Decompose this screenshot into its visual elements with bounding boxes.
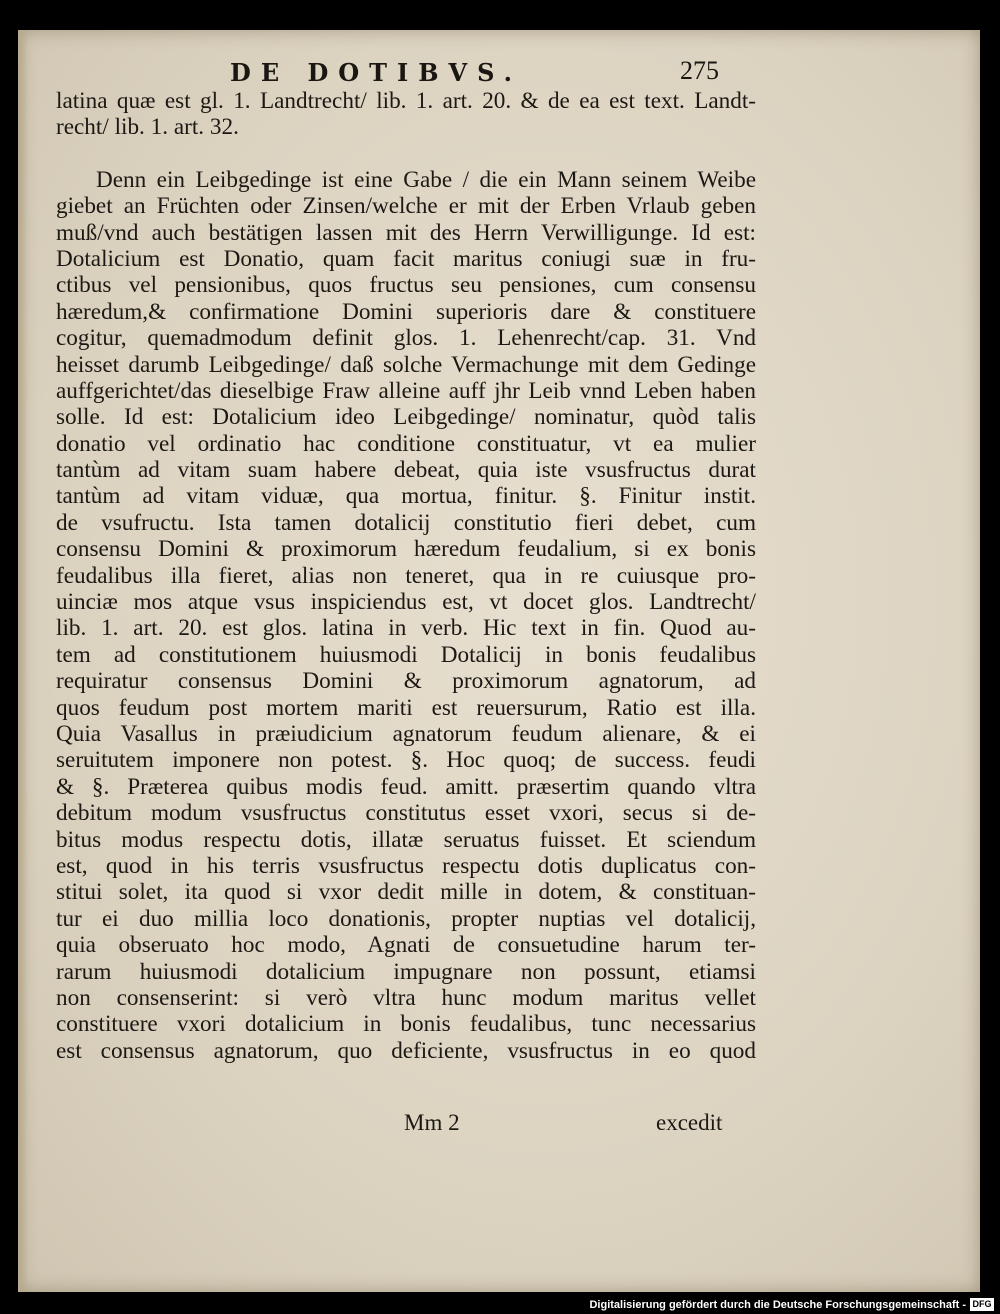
text-line: de vsufructu. Ista tamen dotalicij constitutio fieri debet, cum: [56, 509, 756, 536]
text-line: solle. Id est: Dotalicium ideo Leibgedinge/ nominatur, quòd talis: [56, 404, 756, 431]
text-line: hæredum,& confirmatione Domini superioris dare & constituere: [56, 298, 756, 325]
text-line: Quia Vasallus in præiudicium agnatorum feudum alienare, & ei: [56, 720, 756, 747]
text-line: muß/vnd auch bestätigen lassen mit des Herrn Verwilligunge. Id est:: [56, 219, 756, 246]
running-head: DE DOTIBVS.: [230, 58, 523, 87]
text-line: tur ei duo millia loco donationis, propter nuptias vel dotalicij,: [56, 905, 756, 932]
text-line: Denn ein Leibgedinge ist eine Gabe / die ein Mann seinem Weibe: [96, 166, 756, 193]
page-binding-edge: [18, 30, 28, 1292]
text-line: rarum huiusmodi dotalicium impugnare non possunt, etiamsi: [56, 958, 756, 985]
text-line: tantùm ad vitam suam habere debeat, quia iste vsusfructus durat: [56, 457, 756, 484]
text-line: ctibus vel pensionibus, quos fructus seu pensiones, cum consensu: [56, 272, 756, 299]
text-line: requiratur consensus Domini & proximorum agnatorum, ad: [56, 668, 756, 695]
page-number: 275: [680, 56, 719, 85]
text-line: debitum modum vsusfructus constitutus esset vxori, secus si de-: [56, 800, 756, 827]
text-line: tantùm ad vitam viduæ, qua mortua, finitur. §. Finitur instit.: [56, 483, 756, 510]
text-line: quos feudum post mortem mariti est reuersurum, Ratio est illa.: [56, 694, 756, 721]
text-line: donatio vel ordinatio hac conditione constituatur, vt ea mulier: [56, 430, 756, 457]
text-line: seruitutem imponere non potest. §. Hoc quoq; de success. feudi: [56, 747, 756, 774]
text-line: bitus modus respectu dotis, illatæ seruatus fuisset. Et sciendum: [56, 826, 756, 853]
text-line: cogitur, quemadmodum definit glos. 1. Lehenrecht/cap. 31. Vnd: [56, 325, 756, 352]
dfg-logo-icon: DFG: [970, 1298, 994, 1311]
paragraph-gap: [56, 141, 756, 167]
text-line: Dotalicium est Donatio, quam facit maritus coniugi suæ in fru-: [56, 245, 756, 272]
text-line: recht/ lib. 1. art. 32.: [56, 114, 239, 141]
text-line: giebet an Früchten oder Zinsen/welche er mit der Erben Vrlaub geben: [56, 193, 756, 220]
text-line: & §. Præterea quibus modis feud. amitt. præsertim quando vltra: [56, 773, 756, 800]
text-line: consensu Domini & proximorum hæredum feudalium, si ex bonis: [56, 536, 756, 563]
text-line: stitui solet, ita quod si vxor dedit mille in dotem, & constituan-: [56, 879, 756, 906]
text-line: feudalibus illa fieret, alias non teneret, qua in re cuiusque pro-: [56, 562, 756, 589]
text-line: latina quæ est gl. 1. Landtrecht/ lib. 1. art. 20. & de ea est text. Landt-: [56, 88, 756, 114]
text-line: auffgerichtet/das dieselbige Fraw alleine auff jhr Leib vnnd Leben haben: [56, 377, 756, 404]
signature-mark: Mm 2: [404, 1110, 460, 1135]
text-line: non consenserint: si verò vltra hunc modum maritus vellet: [56, 984, 756, 1011]
text-line: quia obseruato hoc modo, Agnati de consuetudine harum ter-: [56, 932, 756, 959]
catchword: excedit: [656, 1110, 723, 1135]
text-line: est, quod in his terris vsusfructus respectu dotis duplicatus con-: [56, 852, 756, 879]
text-line: uinciæ mos atque vsus inspiciendus est, vt docet glos. Landtrecht/: [56, 589, 756, 616]
text-line: est consensus agnatorum, quo deficiente, vsusfructus in eo quod: [56, 1037, 756, 1064]
text-line: lib. 1. art. 20. est glos. latina in verb. Hic text in fin. Quod au-: [56, 615, 756, 642]
text-line: heisset darumb Leibgedinge/ daß solche Vermachunge mit dem Gedinge: [56, 351, 756, 378]
funding-notice: Digitalisierung gefördert durch die Deutsche Forschungsgemeinschaft -: [589, 1299, 966, 1311]
text-line: tem ad constitutionem huiusmodi Dotalicij in bonis feudalibus: [56, 641, 756, 668]
text-line: constituere vxori dotalicium in bonis feudalibus, tunc necessarius: [56, 1011, 756, 1038]
body-text: [56, 88, 756, 1064]
